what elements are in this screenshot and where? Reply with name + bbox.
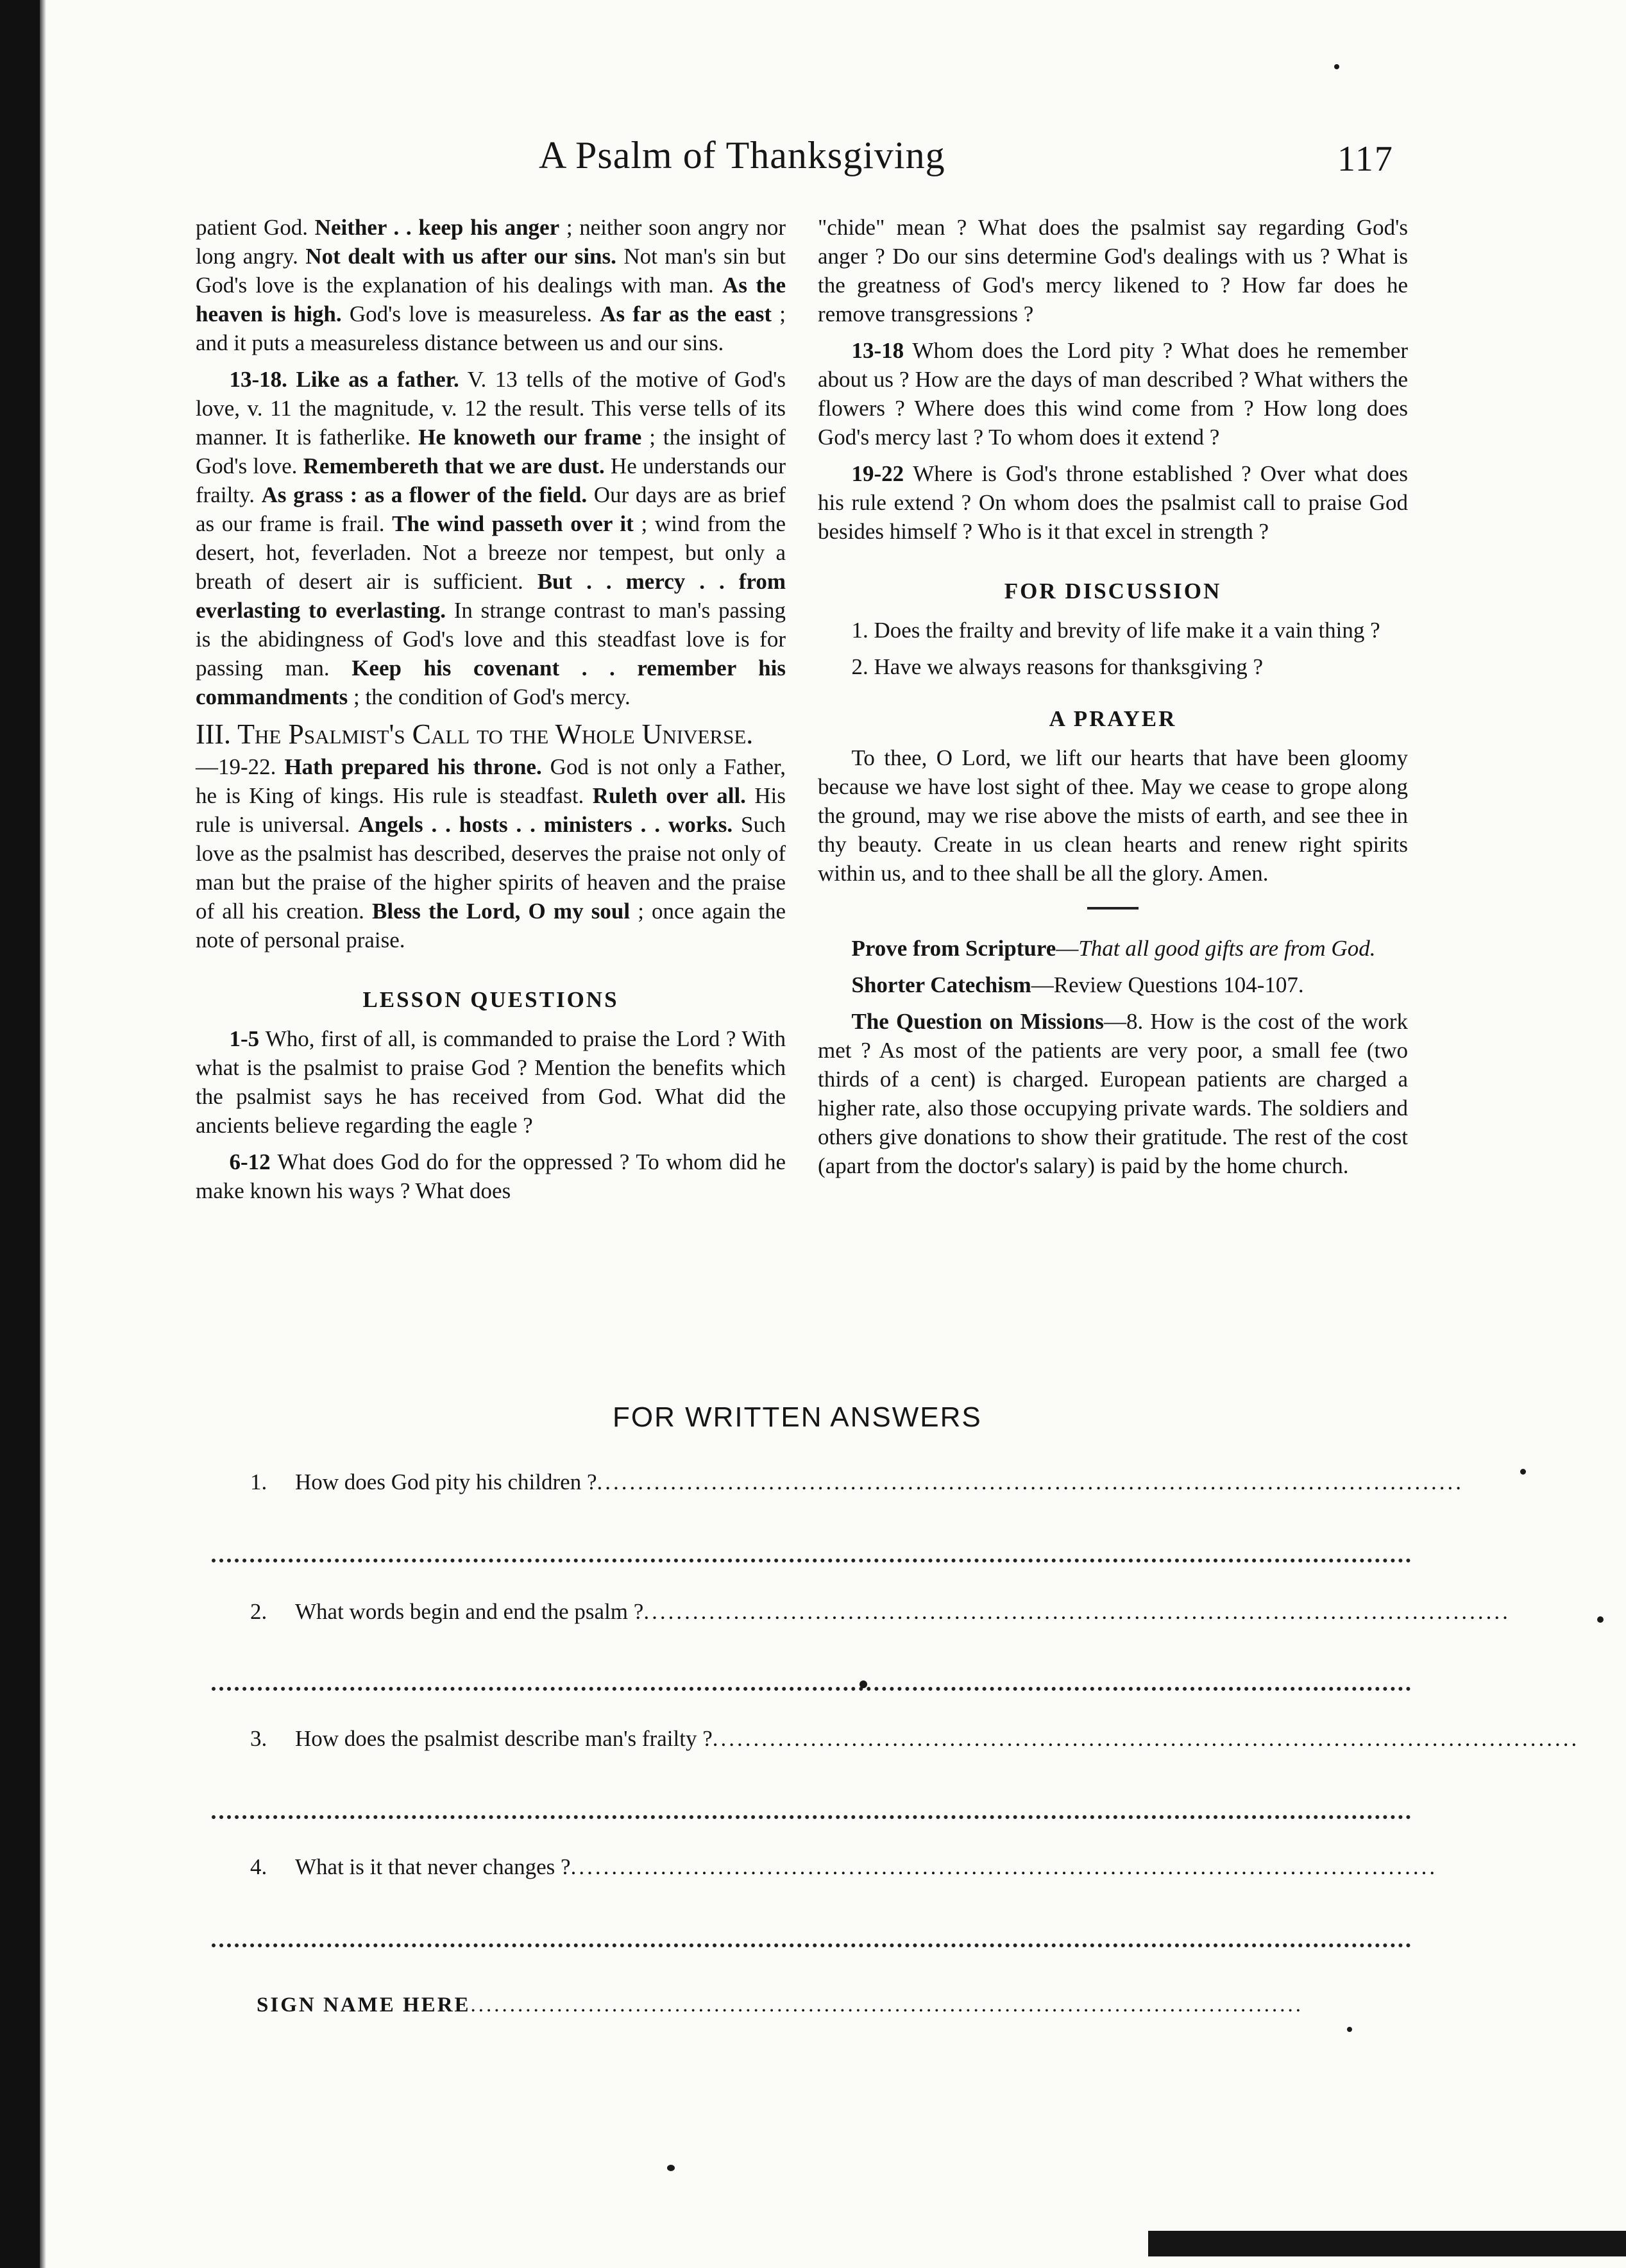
lesson-question-6-12 — [196, 1147, 786, 1205]
page-number: 117 — [1337, 139, 1394, 179]
scan-speck — [1347, 2027, 1352, 2032]
text-run: "chide" mean ? What does the psalmist say regarding God's anger ? Do our sins determine God's dealings with us ? What is the greatness of God's mercy likened to ? How far does he remove transgressions ? — [818, 215, 1408, 326]
text-run: Ruleth over all. — [592, 783, 746, 808]
lesson-question-6-12-continued — [818, 213, 1408, 328]
text-run: His rule is universal. — [196, 783, 786, 837]
written-question-4 — [250, 1852, 1438, 1881]
text-run: Angels . . hosts . . ministers . . works. — [358, 812, 733, 837]
written-question-2 — [250, 1597, 1511, 1626]
sign-name-label: SIGN NAME HERE — [257, 1993, 471, 2017]
text-run: God's love is measureless. — [341, 301, 600, 326]
lesson-question-1-5 — [196, 1024, 786, 1140]
text-run: Not dealt with us after our sins. — [305, 244, 616, 269]
written-question-text: How does the psalmist describe man's frailty ? — [295, 1726, 713, 1751]
written-question-number: 3. — [250, 1726, 267, 1751]
section-heading: III. The Psalmist's Call to the Whole Universe. — [196, 718, 754, 750]
text-run: In strange contrast to man's passing is the abidingness of God's love and this steadfast love is for passing man. — [196, 598, 786, 681]
text-run: As grass : as a flower of the field. — [261, 482, 588, 507]
text-run: ; the insight of God's love. — [196, 425, 786, 478]
sign-name-field[interactable] — [257, 1993, 1411, 2017]
text-run: Remembereth that we are dust. — [303, 453, 605, 478]
text-run: The Question on Missions — [851, 1009, 1104, 1034]
text-run: ; wind from the desert, hot, feverladen. Not a breeze nor tempest, but only a breath of desert air is sufficient. — [196, 511, 786, 594]
text-run: 1-5 — [229, 1026, 266, 1051]
text-run: Keep his covenant . . remember his commandments — [196, 656, 786, 709]
discussion-heading: FOR DISCUSSION — [1004, 579, 1222, 604]
text-run: 13-18 — [851, 338, 913, 363]
question-on-missions — [818, 1007, 1408, 1180]
answer-line-1[interactable] — [212, 1533, 1411, 1562]
scan-speck — [1334, 64, 1339, 69]
right-column — [818, 213, 1408, 1188]
prove-from-scripture — [818, 934, 1408, 963]
text-run: Such love as the psalmist has described, deserves the praise not only of man but the praise of the higher spirits of heaven and the praise of all his creation. — [196, 812, 786, 924]
sign-dots: .......................................................................................................... — [470, 1993, 1304, 2017]
text-run: ; once again the note of personal praise. — [196, 899, 786, 952]
text-run: —19-22. — [196, 754, 285, 779]
text-run: V. 13 tells of the motive of God's love, v. 11 the magnitude, v. 12 the result. This verse tells of its manner. It is fatherlike. — [196, 367, 786, 450]
text-run: Shorter Catechism — [851, 972, 1031, 997]
scan-speck — [860, 1680, 867, 1688]
scan-speck — [1597, 1616, 1604, 1623]
written-question-number: 1. — [250, 1469, 267, 1494]
discussion-item-1: 1. Does the frailty and brevity of life make it a vain thing ? — [851, 618, 1380, 643]
binding-edge — [0, 0, 40, 2268]
text-run: 13-18. — [229, 367, 296, 392]
answer-dots: .......................................................................................................... — [570, 1854, 1438, 1879]
text-run: ; neither soon angry nor long angry. — [196, 215, 786, 269]
text-run: Whom does the Lord pity ? What does he remember about us ? How are the days of man described ? What withers the flowers ? Where does this wind come from ? How long does God's mercy last ? To whom does it extend ? — [818, 338, 1409, 450]
text-run: But . . mercy . . from everlasting to everlasting. — [196, 569, 786, 623]
commentary-paragraph-3 — [196, 752, 786, 954]
text-run: Bless the Lord, O my soul — [372, 899, 631, 924]
text-run: — — [1056, 936, 1079, 961]
text-run: He understands our frailty. — [196, 453, 786, 507]
text-run: patient God. — [196, 215, 315, 240]
written-question-number: 2. — [250, 1599, 267, 1624]
written-question-3 — [250, 1724, 1580, 1753]
scan-artifact-bar — [1148, 2231, 1626, 2256]
written-answers-title: FOR WRITTEN ANSWERS — [613, 1401, 982, 1433]
text-run: 6-12 — [229, 1149, 278, 1174]
text-run: Our days are as brief as our frame is frail. — [196, 482, 786, 536]
text-run: Not man's sin but God's love is the explanation of his dealings with man. — [196, 244, 786, 298]
text-run: —8. How is the cost of the work met ? As most of the patients are very poor, a small fee (two thirds of a cent) is charged. European patients are charged a higher rate, also those occupying private wards. The soldiers and others give donations to show their gratitude. The rest of the cost (apart from the doctor's salary) is paid by the home church. — [818, 1009, 1409, 1178]
written-question-text: What is it that never changes ? — [295, 1854, 571, 1879]
text-run: —Review Questions 104-107. — [1031, 972, 1304, 997]
prayer-heading: A PRAYER — [1049, 706, 1177, 731]
commentary-paragraph-2 — [196, 365, 786, 711]
text-run: He knoweth our frame — [418, 425, 642, 450]
text-run: That all good gifts are from God. — [1078, 936, 1376, 961]
written-question-1 — [250, 1468, 1464, 1496]
text-run: The wind passeth over it — [392, 511, 634, 536]
text-run: God is not only a Father, he is King of kings. His rule is steadfast. — [196, 754, 786, 808]
written-question-number: 4. — [250, 1854, 267, 1879]
text-run: ; and it puts a measureless distance between us and our sins. — [196, 301, 786, 355]
lesson-question-19-22 — [818, 459, 1408, 546]
answer-dots: .......................................................................................................... — [597, 1469, 1464, 1494]
scan-speck — [1520, 1469, 1526, 1475]
running-head: A Psalm of Thanksgiving — [539, 134, 945, 176]
text-run: Who, first of all, is commanded to praise the Lord ? With what is the psalmist to praise God ? Mention the benefits which the psalmist says he has received from God. What did the ancients believe regarding the eagle ? — [196, 1026, 786, 1138]
answer-line-2[interactable] — [212, 1661, 1411, 1691]
answer-dots: .......................................................................................................... — [643, 1599, 1511, 1624]
answer-line-3[interactable] — [212, 1790, 1411, 1819]
text-run: As far as the east — [600, 301, 772, 326]
text-run: Prove from Scripture — [851, 936, 1056, 961]
text-run: What does God do for the oppressed ? To whom did he make known his ways ? What does — [196, 1149, 786, 1203]
lesson-question-13-18 — [818, 336, 1408, 452]
discussion-item-2: 2. Have we always reasons for thanksgiving ? — [851, 654, 1263, 679]
commentary-paragraph-1 — [196, 213, 786, 357]
text-run: Hath prepared his throne. — [284, 754, 542, 779]
written-question-text: How does God pity his children ? — [295, 1469, 597, 1494]
text-run: As the heaven is high. — [196, 273, 786, 326]
written-question-text: What words begin and end the psalm ? — [295, 1599, 644, 1624]
binding-shadow — [40, 0, 46, 2268]
left-column — [196, 213, 786, 1213]
answer-line-4[interactable] — [212, 1918, 1411, 1947]
text-run: Neither . . keep his anger — [314, 215, 560, 240]
scan-speck — [667, 2165, 675, 2171]
text-run: Where is God's throne established ? Over what does his rule extend ? On whom does the psalmist call to praise God besides himself ? Who is it that excel in strength ? — [818, 461, 1408, 544]
prayer-text: To thee, O Lord, we lift our hearts that have been gloomy because we have lost sight of thee. May we cease to grope along the ground, may we rise above the mists of earth, and see thee in thy beauty. Create in us clean hearts and renew right spirits within us, and to thee shall be all the glory. Amen. — [818, 745, 1408, 886]
text-run: 19-22 — [851, 461, 913, 486]
lesson-questions-heading: LESSON QUESTIONS — [362, 987, 619, 1012]
text-run: ; the condition of God's mercy. — [348, 684, 631, 709]
text-run: Like as a father. — [296, 367, 459, 392]
shorter-catechism — [818, 970, 1408, 999]
divider-rule — [1087, 907, 1139, 910]
answer-dots: .......................................................................................................... — [712, 1726, 1580, 1751]
